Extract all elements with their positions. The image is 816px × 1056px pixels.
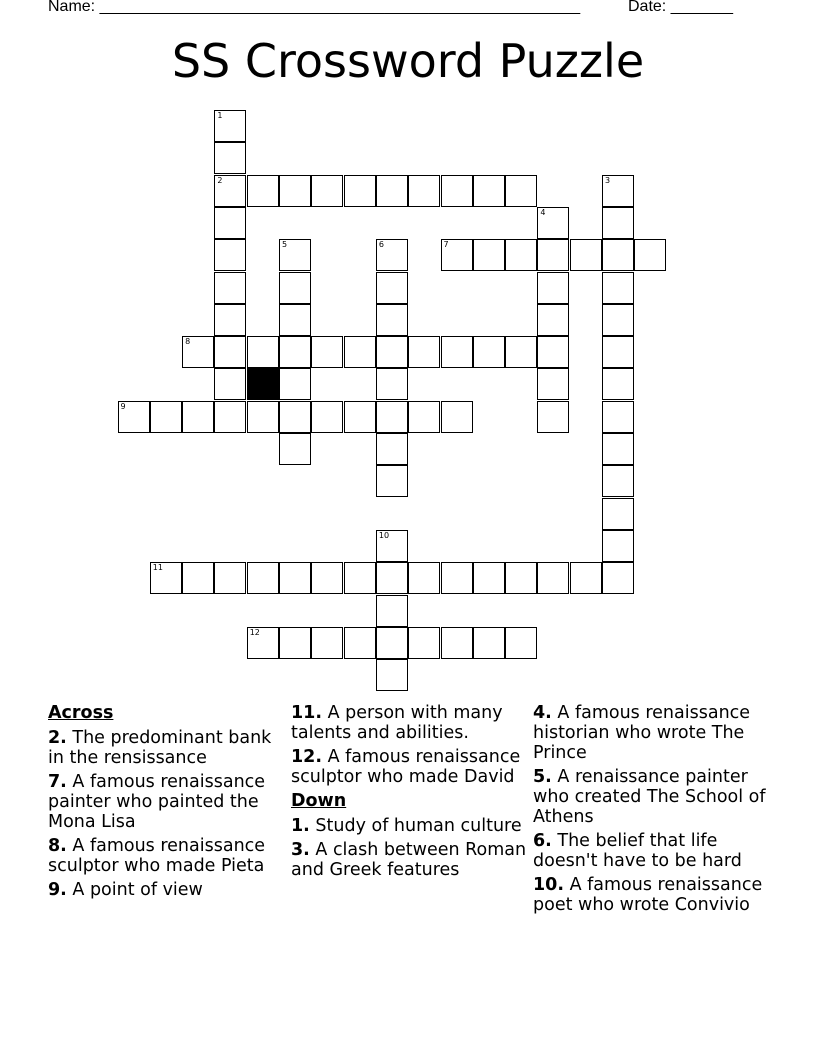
date-field-label: Date: _______ (628, 0, 733, 15)
grid-cell[interactable] (279, 239, 311, 271)
grid-cell[interactable] (247, 175, 279, 207)
grid-cell[interactable] (570, 239, 602, 271)
grid-cell[interactable] (602, 498, 634, 530)
grid-cell[interactable] (602, 562, 634, 594)
cell-number: 9 (120, 401, 126, 411)
clue-number: 10. (533, 875, 565, 895)
grid-cell[interactable] (408, 175, 440, 207)
grid-cell[interactable] (279, 336, 311, 368)
clue-number: 4. (533, 703, 552, 723)
clue-down-6 (533, 831, 773, 871)
grid-cell[interactable] (279, 272, 311, 304)
clue-down-3 (291, 840, 531, 880)
cell-number: 1 (217, 111, 223, 120)
clue-text: The belief that life doesn't have to be hard (533, 831, 742, 871)
grid-cell[interactable] (537, 368, 569, 400)
clue-number: 2. (48, 728, 67, 748)
grid-cell[interactable] (441, 336, 473, 368)
grid-cell[interactable] (182, 401, 214, 433)
name-field-label: Name: ______________________________________________________ (48, 0, 581, 15)
grid-cell[interactable] (537, 562, 569, 594)
grid-cell[interactable] (279, 401, 311, 433)
grid-cell[interactable] (602, 304, 634, 336)
grid-cell[interactable] (376, 272, 408, 304)
grid-cell[interactable] (473, 562, 505, 594)
grid-cell[interactable] (602, 239, 634, 271)
clue-down-5 (533, 767, 773, 827)
grid-cell[interactable] (376, 304, 408, 336)
grid-cell[interactable] (344, 627, 376, 659)
grid-cell[interactable] (408, 401, 440, 433)
page-title: SS Crossword Puzzle (171, 34, 645, 88)
cell-number: 5 (282, 240, 288, 250)
grid-cell[interactable] (376, 595, 408, 627)
cell-number: 11 (152, 563, 163, 573)
grid-cell[interactable] (247, 401, 279, 433)
grid-cell[interactable] (150, 401, 182, 433)
grid-cell[interactable] (279, 433, 311, 465)
clue-text: A famous renaissance sculptor who made Pieta (48, 836, 266, 876)
grid-cell[interactable] (473, 239, 505, 271)
grid-cell[interactable] (279, 368, 311, 400)
grid-cell[interactable] (602, 368, 634, 400)
clue-number: 11. (291, 703, 323, 723)
clues-column-1 (48, 703, 288, 904)
grid-cell[interactable] (602, 530, 634, 562)
grid-cell[interactable] (602, 207, 634, 239)
grid-cell[interactable] (214, 336, 246, 368)
grid-cell[interactable] (214, 368, 246, 400)
grid-cell[interactable] (505, 562, 537, 594)
cell-number: 4 (540, 207, 546, 217)
grid-cell[interactable] (537, 401, 569, 433)
grid-cell[interactable] (376, 627, 408, 659)
grid-cell[interactable] (602, 465, 634, 497)
clue-text: A famous renaissance historian who wrote The Prince (533, 703, 751, 763)
grid-cell[interactable] (214, 110, 246, 142)
clue-number: 8. (48, 836, 67, 856)
black-cell (247, 368, 279, 400)
grid-cell[interactable] (376, 530, 408, 562)
clue-text: A famous renaissance poet who wrote Convivio (533, 875, 763, 915)
grid-cell[interactable] (214, 142, 246, 174)
grid-cell[interactable] (376, 562, 408, 594)
grid-cell[interactable] (376, 433, 408, 465)
clue-text: A person with many talents and abilities. (291, 703, 503, 743)
grid-cell[interactable] (602, 336, 634, 368)
grid-cell[interactable] (376, 401, 408, 433)
clue-across-8 (48, 836, 288, 876)
grid-cell[interactable] (214, 175, 246, 207)
clue-number: 1. (291, 816, 310, 836)
grid-cell[interactable] (537, 272, 569, 304)
grid-cell[interactable] (214, 562, 246, 594)
cell-number: 6 (378, 240, 384, 250)
clue-across-9 (48, 880, 288, 900)
cell-number: 12 (249, 627, 260, 637)
grid-cell[interactable] (150, 562, 182, 594)
clue-number: 7. (48, 772, 67, 792)
grid-cell[interactable] (344, 562, 376, 594)
grid-cell[interactable] (602, 401, 634, 433)
clue-down-1 (291, 816, 531, 836)
clue-number: 3. (291, 840, 310, 860)
down-heading: Down (291, 791, 347, 811)
grid-cell[interactable] (247, 562, 279, 594)
grid-cell[interactable] (505, 627, 537, 659)
grid-cell[interactable] (311, 627, 343, 659)
clue-text: A clash between Roman and Greek features (291, 840, 527, 880)
grid-cell[interactable] (214, 401, 246, 433)
grid-cell[interactable] (376, 239, 408, 271)
clue-text: A famous renaissance sculptor who made David (291, 747, 521, 787)
clues-column-2 (291, 703, 531, 884)
grid-cell[interactable] (537, 239, 569, 271)
grid-cell[interactable] (279, 627, 311, 659)
grid-cell[interactable] (344, 175, 376, 207)
grid-cell[interactable] (118, 401, 150, 433)
cell-number: 2 (217, 175, 223, 185)
grid-cell[interactable] (214, 239, 246, 271)
grid-cell[interactable] (344, 401, 376, 433)
clue-number: 12. (291, 747, 323, 767)
clue-across-12 (291, 747, 531, 787)
grid-cell[interactable] (311, 401, 343, 433)
grid-cell[interactable] (279, 304, 311, 336)
cell-number: 10 (378, 530, 390, 540)
clue-text: The predominant bank in the rensissance (48, 728, 272, 768)
cell-number: 7 (443, 240, 449, 250)
grid-cell[interactable] (376, 175, 408, 207)
grid-cell[interactable] (441, 627, 473, 659)
grid-cell[interactable] (634, 239, 666, 271)
grid-cell[interactable] (376, 368, 408, 400)
grid-cell[interactable] (441, 562, 473, 594)
cell-number: 3 (605, 175, 611, 185)
clue-number: 9. (48, 880, 67, 900)
grid-cell[interactable] (473, 175, 505, 207)
grid-cell[interactable] (408, 627, 440, 659)
grid-cell[interactable] (279, 175, 311, 207)
grid-cell[interactable] (602, 175, 634, 207)
clue-text: A famous renaissance painter who painted the Mona Lisa (48, 772, 266, 832)
clue-across-11 (291, 703, 531, 743)
grid-cell[interactable] (182, 562, 214, 594)
grid-cell[interactable] (311, 336, 343, 368)
grid-cell[interactable] (570, 562, 602, 594)
clue-across-2 (48, 728, 288, 768)
grid-cell[interactable] (408, 562, 440, 594)
grid-cell[interactable] (537, 207, 569, 239)
clue-down-10 (533, 875, 773, 915)
grid-cell[interactable] (247, 336, 279, 368)
grid-cell[interactable] (505, 336, 537, 368)
grid-cell[interactable] (279, 562, 311, 594)
clue-text: Study of human culture (315, 816, 522, 836)
clue-down-4 (533, 703, 773, 763)
grid-cell[interactable] (473, 627, 505, 659)
grid-cell[interactable] (376, 659, 408, 691)
grid-cell[interactable] (441, 175, 473, 207)
grid-cell[interactable] (505, 175, 537, 207)
grid-cell[interactable] (311, 562, 343, 594)
grid-cell[interactable] (344, 336, 376, 368)
clue-text: A point of view (72, 880, 203, 900)
clue-number: 5. (533, 767, 552, 787)
grid-cell[interactable] (311, 175, 343, 207)
clues-column-3 (533, 703, 773, 919)
grid-cell[interactable] (214, 207, 246, 239)
grid-cell[interactable] (214, 272, 246, 304)
grid-cell[interactable] (214, 304, 246, 336)
clue-across-7 (48, 772, 288, 832)
grid-cell[interactable] (376, 465, 408, 497)
across-heading: Across (48, 703, 114, 723)
clue-number: 6. (533, 831, 552, 851)
grid-cell[interactable] (247, 627, 279, 659)
grid-cell[interactable] (602, 272, 634, 304)
grid-cell[interactable] (602, 433, 634, 465)
grid-cell[interactable] (537, 336, 569, 368)
grid-cell[interactable] (441, 401, 473, 433)
grid-cell[interactable] (441, 239, 473, 271)
grid-cell[interactable] (473, 336, 505, 368)
cell-number: 8 (185, 337, 191, 347)
grid-cell[interactable] (182, 336, 214, 368)
grid-cell[interactable] (505, 239, 537, 271)
grid-cell[interactable] (376, 336, 408, 368)
clue-text: A renaissance painter who created The School of Athens (533, 767, 766, 827)
grid-cell[interactable] (408, 336, 440, 368)
grid-cell[interactable] (537, 304, 569, 336)
